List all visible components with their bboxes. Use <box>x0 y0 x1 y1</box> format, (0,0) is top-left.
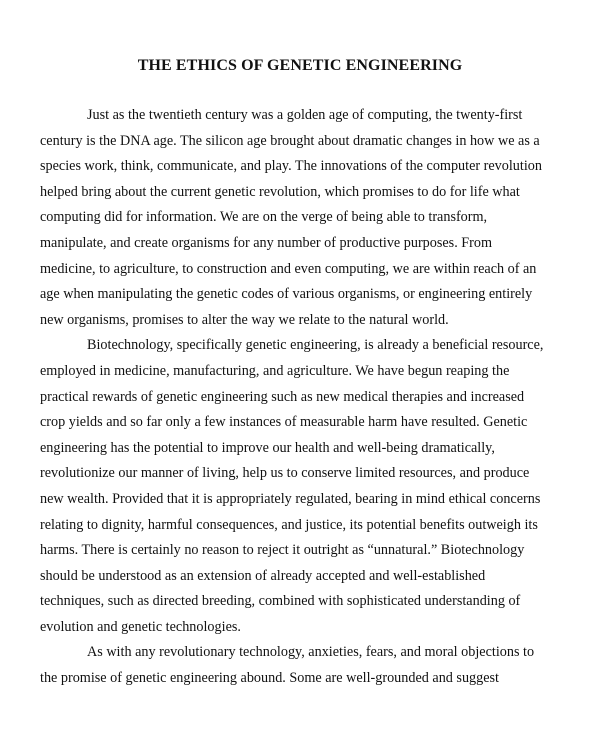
text-line: should be understood as an extension of already accepted and well-established <box>40 567 486 584</box>
text-line: computing did for information. We are on the verge of being able to transform, <box>40 209 488 226</box>
text-line: revolutionize our manner of living, help us to conserve limited resources, and produce <box>40 465 530 482</box>
text-line: manipulate, and create organisms for any number of productive purposes. From <box>40 234 493 251</box>
text-line: species work, think, communicate, and play. The innovations of the computer revolution <box>40 158 542 175</box>
text-line: relating to dignity, harmful consequences, and justice, its potential benefits outweigh its <box>40 516 538 533</box>
text-line: age when manipulating the genetic codes of various organisms, or engineering entirely <box>40 286 533 303</box>
text-line: Just as the twentieth century was a golden age of computing, the twenty-first <box>87 107 523 123</box>
text-line: employed in medicine, manufacturing, and agriculture. We have begun reaping the <box>40 362 510 379</box>
text-line: harms. There is certainly no reason to reject it outright as “unnatural.” Biotechnology <box>40 542 525 559</box>
document-body <box>40 103 580 692</box>
text-line: evolution and genetic technologies. <box>40 618 241 635</box>
text-line: century is the DNA age. The silicon age brought about dramatic changes in how we as a <box>40 132 540 149</box>
text-line: techniques, such as directed breeding, combined with sophisticated understanding of <box>40 593 521 610</box>
text-line: helped bring about the current genetic revolution, which promises to do for life what <box>40 183 520 200</box>
text-line: the promise of genetic engineering abound. Some are well-grounded and suggest <box>40 670 499 687</box>
text-line: engineering has the potential to improve our health and well-being dramatically, <box>40 439 495 456</box>
text-line: practical rewards of genetic engineering such as new medical therapies and increased <box>40 388 525 405</box>
text-line: medicine, to agriculture, to construction and even computing, we are within reach of an <box>40 260 537 277</box>
text-line: crop yields and so far only a few instances of measurable harm have resulted. Genetic <box>40 414 528 431</box>
text-line: Biotechnology, specifically genetic engineering, is already a beneficial resource, <box>87 337 544 354</box>
paragraph-1 <box>40 103 580 333</box>
paragraph-2 <box>40 333 580 640</box>
text-line: new organisms, promises to alter the way we relate to the natural world. <box>40 311 449 328</box>
paragraph-3 <box>40 640 580 691</box>
document-title: THE ETHICS OF GENETIC ENGINEERING <box>137 57 463 74</box>
text-line: As with any revolutionary technology, anxieties, fears, and moral objections to <box>87 644 535 661</box>
text-line: new wealth. Provided that it is appropriately regulated, bearing in mind ethical concerns <box>40 490 541 507</box>
